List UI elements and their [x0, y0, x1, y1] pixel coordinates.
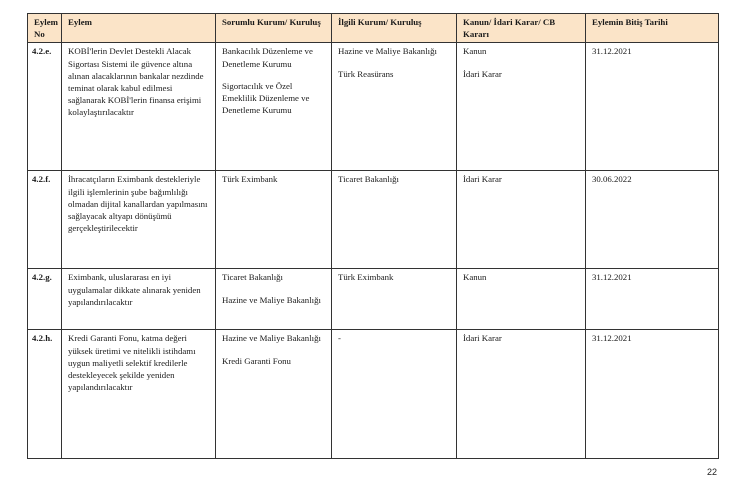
sorumlu-kurum: Türk Eximbank: [222, 174, 278, 185]
eylem-cell: Eximbank, uluslararası en iyi uygulamalar dikkate alınarak yeniden yapılandırılacaktır: [62, 269, 216, 330]
ilgili-kurum: Türk Reasürans: [338, 68, 394, 79]
eylem-no-cell: 4.2.f.: [28, 171, 62, 269]
sorumlu-kurum: Hazine ve Maliye Bakanlığı: [222, 294, 321, 305]
page-number: 22: [706, 467, 717, 477]
sorumlu-kurum: Hazine ve Maliye Bakanlığı: [222, 333, 321, 344]
sorumlu-kurum: Sigortacılık ve Özel Emeklilik Düzenleme ve Denetleme Kurumu: [222, 80, 310, 116]
eylem-cell: Kredi Garanti Fonu, katma değeri yüksek üretimi ve nitelikli istihdamı uygun maliyetli selektif kredilerle destekleyecek şekilde yeniden yapılandırılacaktır: [62, 330, 216, 459]
kanun-karar: İdari Karar: [463, 68, 502, 79]
kanun-cell: [457, 269, 586, 330]
header-eylem: Eylem: [62, 14, 216, 43]
table-row: [28, 330, 719, 459]
ilgili-kurum: Türk Eximbank: [338, 272, 394, 283]
eylem-cell: KOBİ'lerin Devlet Destekli Alacak Sigortası Sistemi ile güvence altına alınan alacaklarının bankalar nezdinde teminat olarak kabul edilmesi sağlanarak KOBİ'lerin finansa erişimi kolaylaştırılacaktır: [62, 43, 216, 171]
table-row: [28, 171, 719, 269]
kanun-cell: [457, 43, 586, 171]
header-sorumlu-kurum: Sorumlu Kurum/ Kuruluş: [216, 14, 332, 43]
eylem-no-cell: 4.2.g.: [28, 269, 62, 330]
header-bitis-tarihi: Eylemin Bitiş Tarihi: [586, 14, 719, 43]
tarih-cell: 30.06.2022: [586, 171, 719, 269]
tarih-cell: 31.12.2021: [586, 269, 719, 330]
eylem-no-cell: 4.2.h.: [28, 330, 62, 459]
ilgili-cell: [332, 269, 457, 330]
kanun-cell: [457, 171, 586, 269]
sorumlu-kurum: Kredi Garanti Fonu: [222, 355, 291, 366]
table-row: [28, 43, 719, 171]
ilgili-cell: [332, 43, 457, 171]
table-header-row: [28, 14, 719, 43]
header-ilgili-kurum: İlgili Kurum/ Kuruluş: [332, 14, 457, 43]
kanun-karar: Kanun: [463, 272, 487, 283]
sorumlu-cell: [216, 43, 332, 171]
kanun-karar: Kanun: [463, 46, 487, 57]
kanun-karar: İdari Karar: [463, 333, 502, 344]
kanun-cell: [457, 330, 586, 459]
action-plan-table: [27, 13, 719, 459]
header-eylem-no: Eylem No: [28, 14, 62, 43]
ilgili-kurum: Hazine ve Maliye Bakanlığı: [338, 46, 437, 57]
header-kanun-karar: Kanun/ İdari Karar/ CB Kararı: [457, 14, 586, 43]
ilgili-cell: [332, 330, 457, 459]
ilgili-kurum: -: [338, 333, 341, 344]
tarih-cell: 31.12.2021: [586, 330, 719, 459]
ilgili-cell: [332, 171, 457, 269]
tarih-cell: 31.12.2021: [586, 43, 719, 171]
ilgili-kurum: Ticaret Bakanlığı: [338, 174, 399, 185]
sorumlu-cell: [216, 171, 332, 269]
eylem-no-cell: 4.2.e.: [28, 43, 62, 171]
eylem-cell: İhracatçıların Eximbank destekleriyle ilgili işlemlerinin şube bağımlılığı olmadan dijital kanallardan yapılmasını sağlayacak altyapı dönüşümü gerçekleştirilecektir: [62, 171, 216, 269]
kanun-karar: İdari Karar: [463, 174, 502, 185]
sorumlu-kurum: Ticaret Bakanlığı: [222, 272, 283, 283]
sorumlu-cell: [216, 269, 332, 330]
table-row: [28, 269, 719, 330]
sorumlu-cell: [216, 330, 332, 459]
sorumlu-kurum: Bankacılık Düzenleme ve Denetleme Kurumu: [222, 46, 313, 69]
